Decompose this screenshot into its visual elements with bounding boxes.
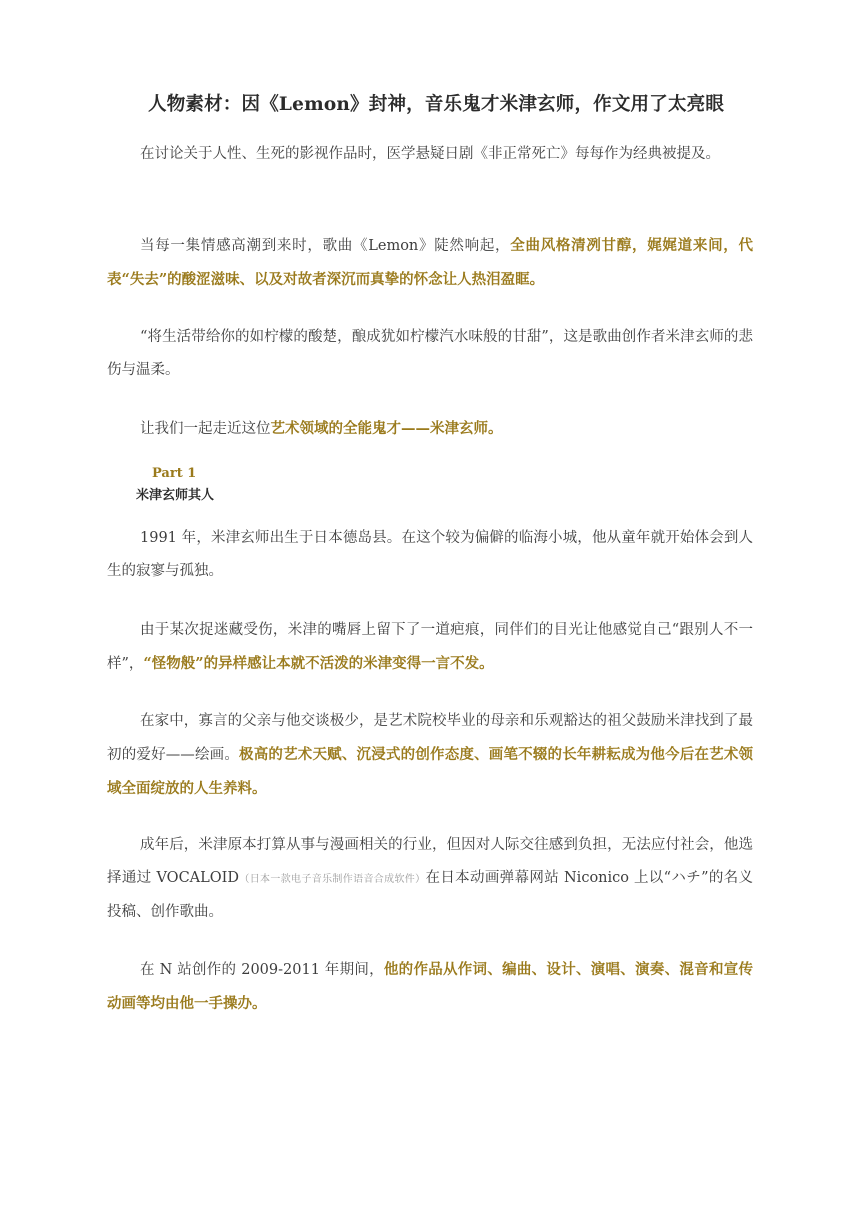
paragraph-vocaloid-note: （日本一款电子音乐制作语音合成软件）: [239, 874, 426, 885]
paragraph-approach-text: 让我们一起走近这位: [140, 421, 271, 437]
paragraph-vocaloid-text-2: 在日本动画弹幕网站 Niconico 上以“ハチ”的名义投稿、创作歌曲。: [107, 870, 753, 920]
section-part-label: Part 1: [152, 466, 197, 481]
paragraph-family: [107, 705, 753, 806]
paragraph-niconico-text: 在 N 站创作的 2009-2011 年期间，: [140, 962, 384, 978]
paragraph-approach: [107, 412, 753, 446]
paragraph-vocaloid: [107, 829, 753, 929]
paragraph-quote-text: “将生活带给你的如柠檬的酸楚，酿成犹如柠檬汽水味般的甘甜”，这是歌曲创作者米津玄师的悲伤与温柔。: [107, 329, 753, 378]
paragraph-scar: [107, 614, 753, 681]
paragraph-birth-text: 1991 年，米津玄师出生于日本德岛县。在这个较为偏僻的临海小城，他从童年就开始体会到人生的寂寥与孤独。: [107, 530, 753, 579]
paragraph-intro-text: 在讨论关于人性、生死的影视作品时，医学悬疑日剧《非正常死亡》每每作为经典被提及。: [140, 146, 720, 162]
paragraph-niconico-highlight: 他的作品从作词、编曲、设计、演唱、演奏、混音和宣传动画等均由他一手操办。: [107, 961, 754, 1012]
paragraph-scar-text: 由于某次捉迷藏受伤，米津的嘴唇上留下了一道疤痕，同伴们的目光让他感觉自己“跟别人不一样”，: [107, 622, 753, 672]
paragraph-lemon-text: 当每一集情感高潮到来时，歌曲《Lemon》陡然响起，: [140, 238, 511, 254]
paragraph-family-text: 在家中，寡言的父亲与他交谈极少，是艺术院校毕业的母亲和乐观豁达的祖父鼓励米津找到了最初的爱好——绘画。: [107, 713, 753, 763]
paragraph-vocaloid-text-1: 成年后，米津原本打算从事与漫画相关的行业，但因对人际交往感到负担，无法应付社会，他选择通过 VOCALOID: [107, 837, 753, 886]
paragraph-lemon-highlight: 全曲风格清冽甘醇，娓娓道来间，代表“失去”的酸涩滋味、以及对故者深沉而真挚的怀念让人热泪盈眶。: [107, 237, 753, 288]
paragraph-approach-highlight: 艺术领域的全能鬼才——米津玄师。: [270, 420, 503, 437]
paragraph-quote: [107, 321, 753, 387]
paragraph-intro: [107, 138, 753, 171]
paragraph-scar-highlight: “怪物般”的异样感让本就不活泼的米津变得一言不发。: [143, 655, 494, 672]
paragraph-lemon: [107, 229, 753, 297]
paragraph-niconico: [107, 953, 753, 1021]
section-part-title: 米津玄师其人: [136, 488, 215, 503]
paragraph-family-highlight: 极高的艺术天赋、沉浸式的创作态度、画笔不辍的长年耕耘成为他今后在艺术领域全面绽放的人生养料。: [107, 746, 754, 797]
paragraph-birth: [107, 522, 753, 588]
article-title: 人物素材：因《Lemon》封神，音乐鬼才米津玄师，作文用了太亮眼: [148, 94, 725, 115]
